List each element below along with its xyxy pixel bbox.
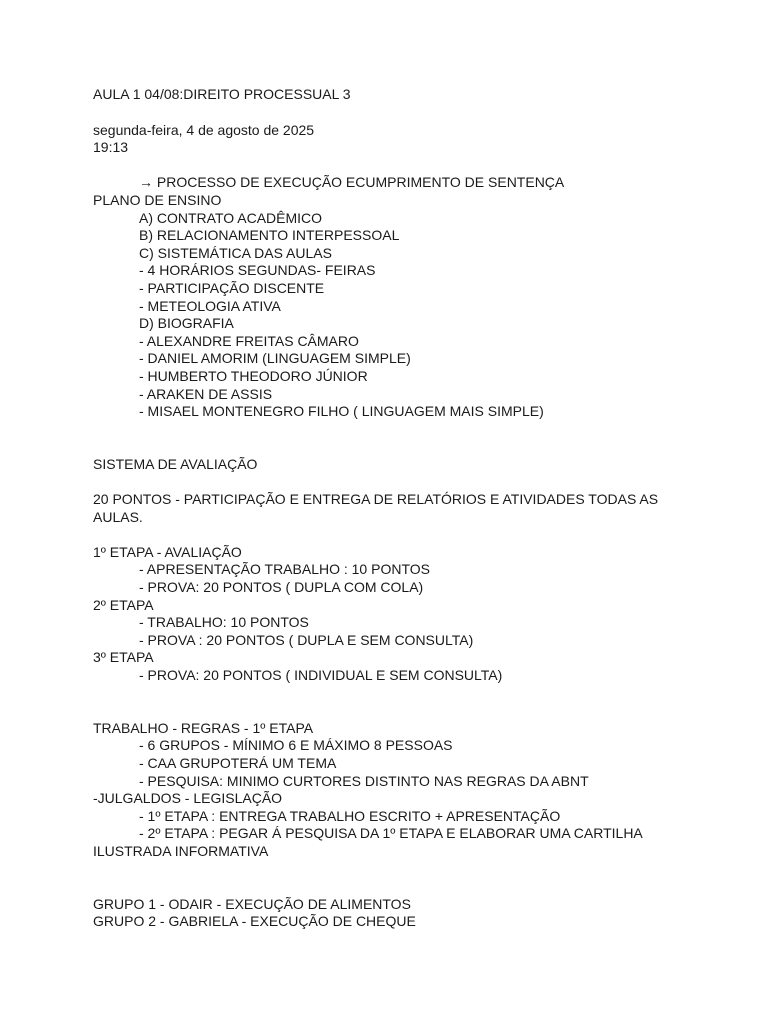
work-heading: TRABALHO - REGRAS - 1º ETAPA xyxy=(93,719,314,736)
stage-3-heading: 3º ETAPA xyxy=(93,649,154,666)
stage-2-item: - PROVA : 20 PONTOS ( DUPLA E SEM CONSULTA) xyxy=(139,631,474,648)
work-stage-item: - 2º ETAPA : PEGAR Á PESQUISA DA 1º ETAPA E ELABORAR UMA CARTILHA xyxy=(139,825,643,842)
group-line: GRUPO 2 - GABRIELA - EXECUÇÃO DE CHEQUE xyxy=(93,913,416,930)
evaluation-heading: SISTEMA DE AVALIAÇÃO xyxy=(93,455,258,472)
plan-item: D) BIOGRAFIA xyxy=(139,315,234,332)
work-item-continued: -JULGALDOS - LEGISLAÇÃO xyxy=(93,790,283,807)
stage-2-heading: 2º ETAPA xyxy=(93,596,154,613)
note-title: AULA 1 04/08:DIREITO PROCESSUAL 3 xyxy=(93,86,351,102)
plan-item: - 4 HORÁRIOS SEGUNDAS- FEIRAS xyxy=(139,262,376,279)
work-item: - PESQUISA: MINIMO CURTORES DISTINTO NAS REGRAS DA ABNT xyxy=(139,772,589,789)
plan-heading: PLANO DE ENSINO xyxy=(93,191,222,208)
group-line: GRUPO 1 - ODAIR - EXECUÇÃO DE ALIMENTOS xyxy=(93,895,411,912)
points-line-continued: AULAS. xyxy=(93,508,143,525)
points-line: 20 PONTOS - PARTICIPAÇÃO E ENTREGA DE RELATÓRIOS E ATIVIDADES TODAS AS xyxy=(93,491,659,508)
plan-item: - ALEXANDRE FREITAS CÂMARO xyxy=(139,332,359,349)
note-page xyxy=(93,86,693,931)
note-time: 19:13 xyxy=(93,139,129,156)
process-line: → PROCESSO DE EXECUÇÃO ECUMPRIMENTO DE SENTENÇA xyxy=(139,174,565,191)
plan-item: C) SISTEMÁTICA DAS AULAS xyxy=(139,244,332,261)
work-item: - CAA GRUPOTERÁ UM TEMA xyxy=(139,754,337,771)
plan-item: A) CONTRATO ACADÊMICO xyxy=(139,209,323,226)
stage-1-heading: 1º ETAPA - AVALIAÇÃO xyxy=(93,543,242,560)
stage-1-item: - PROVA: 20 PONTOS ( DUPLA COM COLA) xyxy=(139,579,424,596)
stage-3-item: - PROVA: 20 PONTOS ( INDIVIDUAL E SEM CONSULTA) xyxy=(139,667,503,683)
stage-1-item: - APRESENTAÇÃO TRABALHO : 10 PONTOS xyxy=(139,561,430,578)
work-item: - 6 GRUPOS - MÍNIMO 6 E MÁXIMO 8 PESSOAS xyxy=(139,737,453,754)
plan-item: - DANIEL AMORIM (LINGUAGEM SIMPLE) xyxy=(139,350,411,367)
plan-item: - METEOLOGIA ATIVA xyxy=(139,297,281,314)
plan-item: - HUMBERTO THEODORO JÚNIOR xyxy=(139,367,368,384)
plan-item: - MISAEL MONTENEGRO FILHO ( LINGUAGEM MAIS SIMPLE) xyxy=(139,403,544,420)
plan-item: B) RELACIONAMENTO INTERPESSOAL xyxy=(139,227,400,244)
plan-item: - ARAKEN DE ASSIS xyxy=(139,385,273,402)
plan-item: - PARTICIPAÇÃO DISCENTE xyxy=(139,279,325,296)
work-stage-item: - 1º ETAPA : ENTREGA TRABALHO ESCRITO + APRESENTAÇÃO xyxy=(139,807,561,824)
work-stage-continued: ILUSTRADA INFORMATIVA xyxy=(93,842,269,859)
stage-2-item: - TRABALHO: 10 PONTOS xyxy=(139,614,309,631)
note-date: segunda-feira, 4 de agosto de 2025 xyxy=(93,121,315,138)
